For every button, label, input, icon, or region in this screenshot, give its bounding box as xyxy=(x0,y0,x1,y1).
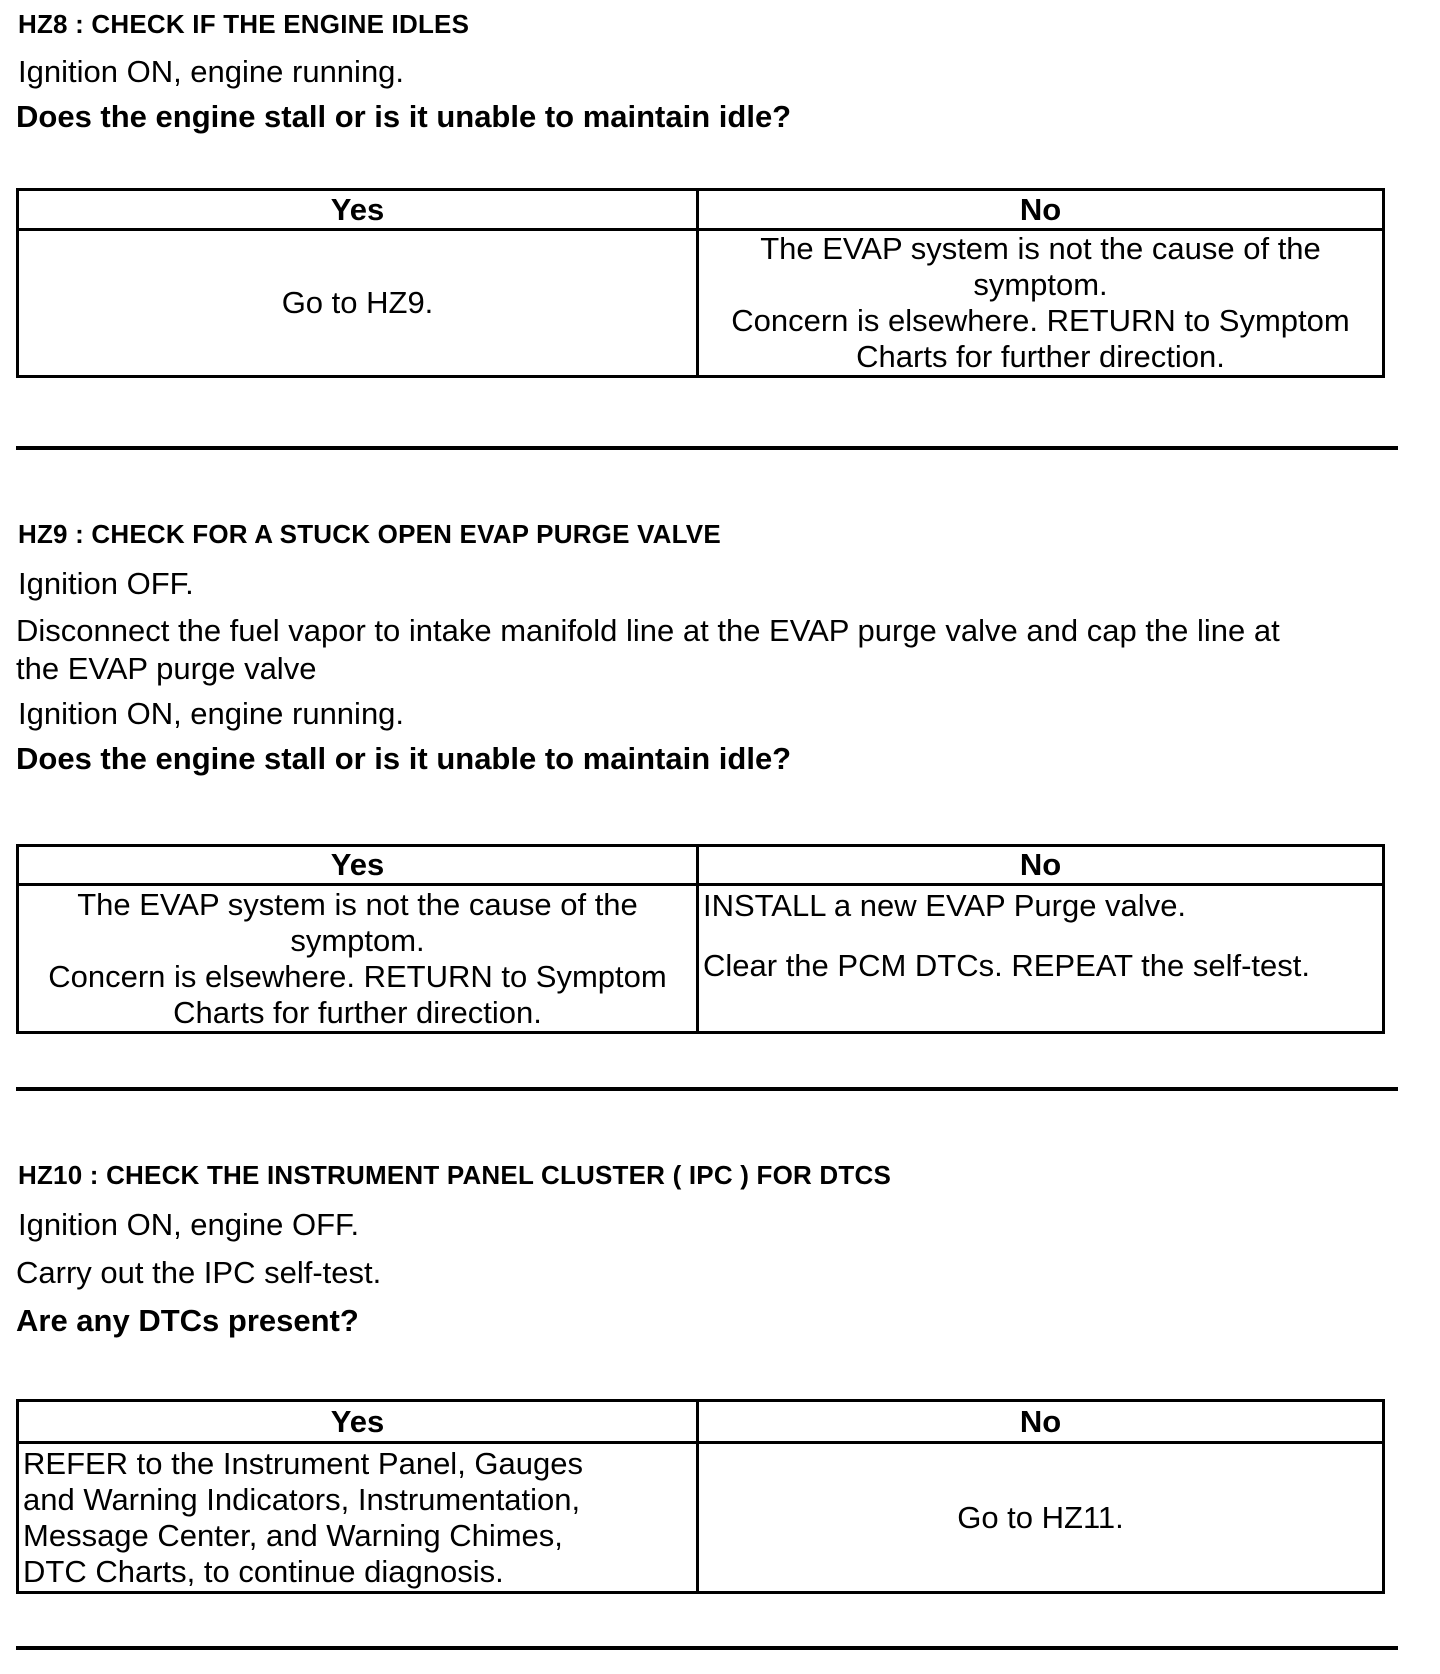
yes-cell-line: symptom. xyxy=(290,922,425,958)
yes-cell-line: The EVAP system is not the cause of the xyxy=(77,886,638,922)
result-table-hz10 xyxy=(16,1399,1385,1594)
no-cell-line: Charts for further direction. xyxy=(856,339,1225,374)
section-divider xyxy=(16,446,1398,450)
yes-cell-text: Go to HZ9. xyxy=(281,285,434,320)
question-text: Does the engine stall or is it unable to maintain idle? xyxy=(16,741,792,776)
no-header: No xyxy=(698,1401,1384,1443)
section-divider xyxy=(16,1646,1398,1650)
section-heading-hz10: HZ10 : CHECK THE INSTRUMENT PANEL CLUSTER ( IPC ) FOR DTCS xyxy=(18,1160,891,1190)
yes-cell-line: Concern is elsewhere. RETURN to Symptom xyxy=(48,958,667,994)
section-heading-hz8: HZ8 : CHECK IF THE ENGINE IDLES xyxy=(18,9,470,39)
no-cell-line: INSTALL a new EVAP Purge valve. xyxy=(703,888,1187,923)
step-text: Ignition ON, engine running. xyxy=(18,54,405,89)
no-header: No xyxy=(698,846,1384,885)
yes-cell-line: Message Center, and Warning Chimes, xyxy=(23,1517,563,1553)
result-table-hz8 xyxy=(16,188,1385,378)
no-cell xyxy=(698,230,1384,377)
step-text: the EVAP purge valve xyxy=(16,651,317,686)
step-text: Ignition OFF. xyxy=(18,566,194,601)
result-table-hz9 xyxy=(16,844,1385,1034)
yes-cell xyxy=(18,230,698,377)
no-cell-line: Clear the PCM DTCs. REPEAT the self-test. xyxy=(703,948,1310,983)
yes-cell-line: DTC Charts, to continue diagnosis. xyxy=(23,1553,504,1589)
yes-cell xyxy=(18,1443,698,1593)
no-cell-line: symptom. xyxy=(973,267,1108,302)
step-text: Disconnect the fuel vapor to intake manifold line at the EVAP purge valve and cap the line at xyxy=(16,613,1280,648)
step-text: Carry out the IPC self-test. xyxy=(16,1255,382,1290)
yes-header: Yes xyxy=(18,1401,698,1443)
question-text: Does the engine stall or is it unable to maintain idle? xyxy=(16,99,792,134)
section-divider xyxy=(16,1087,1398,1091)
section-heading-hz9: HZ9 : CHECK FOR A STUCK OPEN EVAP PURGE VALVE xyxy=(18,519,721,549)
no-cell-line: The EVAP system is not the cause of the xyxy=(760,231,1321,266)
yes-cell-line: and Warning Indicators, Instrumentation, xyxy=(23,1481,581,1517)
yes-cell-line: REFER to the Instrument Panel, Gauges xyxy=(23,1445,583,1481)
yes-cell-line: Charts for further direction. xyxy=(173,994,542,1030)
yes-header: Yes xyxy=(18,190,698,230)
no-cell-line: Concern is elsewhere. RETURN to Symptom xyxy=(731,303,1350,338)
no-header: No xyxy=(698,190,1384,230)
no-cell-text: Go to HZ11. xyxy=(957,1499,1124,1535)
yes-cell xyxy=(18,885,698,1033)
step-text: Ignition ON, engine OFF. xyxy=(18,1207,360,1242)
no-cell xyxy=(698,885,1384,1033)
step-text: Ignition ON, engine running. xyxy=(18,696,405,731)
question-text: Are any DTCs present? xyxy=(16,1303,359,1338)
yes-header: Yes xyxy=(18,846,698,885)
no-cell xyxy=(698,1443,1384,1593)
